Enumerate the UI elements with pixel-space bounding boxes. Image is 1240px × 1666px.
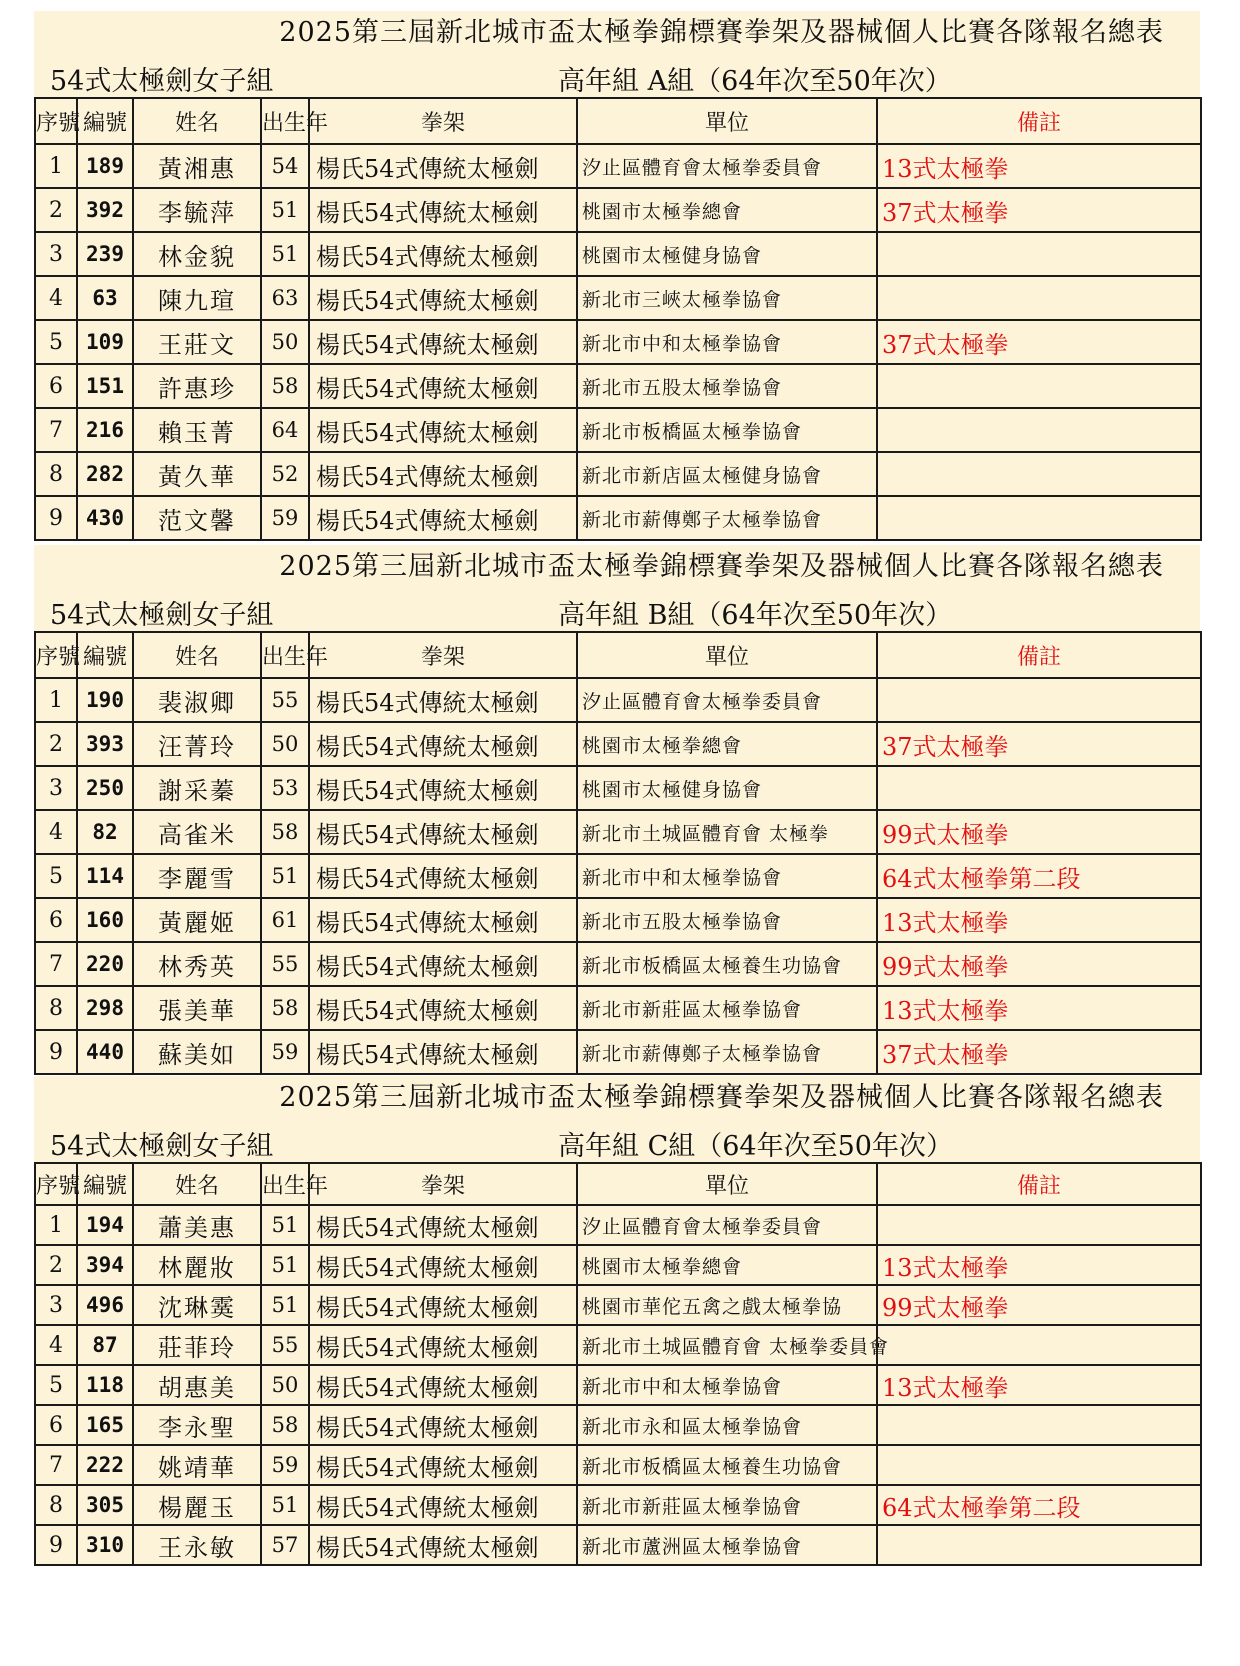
cell-unit: 新北市新莊區太極拳協會 bbox=[577, 986, 877, 1030]
cell-num: 392 bbox=[77, 188, 133, 232]
cell-name: 汪菁玲 bbox=[133, 722, 261, 766]
column-header-name: 姓名 bbox=[133, 98, 261, 144]
cell-unit: 新北市板橋區太極養生功協會 bbox=[577, 942, 877, 986]
table-row bbox=[35, 942, 1201, 986]
cell-unit: 新北市新店區太極健身協會 bbox=[577, 452, 877, 496]
cell-name: 謝采蓁 bbox=[133, 766, 261, 810]
roster-table bbox=[34, 1162, 1202, 1566]
table-row bbox=[35, 496, 1201, 540]
table-row bbox=[35, 810, 1201, 854]
cell-note: 37式太極拳 bbox=[877, 722, 1201, 766]
subtitle-row bbox=[34, 1120, 1200, 1162]
cell-seq: 8 bbox=[35, 452, 77, 496]
cell-seq: 7 bbox=[35, 408, 77, 452]
cell-unit: 新北市中和太極拳協會 bbox=[577, 1365, 877, 1405]
cell-name: 林秀英 bbox=[133, 942, 261, 986]
cell-style: 楊氏54式傳統太極劍 bbox=[309, 1485, 577, 1525]
cell-name: 陳九瑄 bbox=[133, 276, 261, 320]
cell-note: 13式太極拳 bbox=[877, 898, 1201, 942]
cell-birth: 54 bbox=[261, 144, 309, 188]
cell-num: 305 bbox=[77, 1485, 133, 1525]
cell-num: 114 bbox=[77, 854, 133, 898]
cell-num: 496 bbox=[77, 1285, 133, 1325]
column-header-style: 拳架 bbox=[309, 1163, 577, 1205]
cell-seq: 6 bbox=[35, 898, 77, 942]
cell-num: 189 bbox=[77, 144, 133, 188]
cell-unit: 新北市五股太極拳協會 bbox=[577, 364, 877, 408]
cell-note bbox=[877, 1445, 1201, 1485]
cell-seq: 6 bbox=[35, 364, 77, 408]
cell-seq: 7 bbox=[35, 1445, 77, 1485]
cell-seq: 5 bbox=[35, 854, 77, 898]
cell-birth: 64 bbox=[261, 408, 309, 452]
cell-style: 楊氏54式傳統太極劍 bbox=[309, 276, 577, 320]
cell-num: 440 bbox=[77, 1030, 133, 1074]
table-row bbox=[35, 408, 1201, 452]
cell-num: 393 bbox=[77, 722, 133, 766]
cell-style: 楊氏54式傳統太極劍 bbox=[309, 986, 577, 1030]
cell-num: 239 bbox=[77, 232, 133, 276]
cell-note bbox=[877, 1325, 1201, 1365]
cell-note: 13式太極拳 bbox=[877, 986, 1201, 1030]
cell-name: 黃麗姬 bbox=[133, 898, 261, 942]
cell-note bbox=[877, 452, 1201, 496]
cell-seq: 3 bbox=[35, 766, 77, 810]
cell-unit: 新北市板橋區太極拳協會 bbox=[577, 408, 877, 452]
section-header bbox=[34, 545, 1200, 631]
cell-num: 118 bbox=[77, 1365, 133, 1405]
cell-num: 109 bbox=[77, 320, 133, 364]
roster-section bbox=[34, 11, 1200, 541]
cell-seq: 2 bbox=[35, 1245, 77, 1285]
cell-birth: 55 bbox=[261, 678, 309, 722]
column-header-seq: 序號 bbox=[35, 632, 77, 678]
cell-birth: 50 bbox=[261, 1365, 309, 1405]
column-header-name: 姓名 bbox=[133, 1163, 261, 1205]
cell-note: 99式太極拳 bbox=[877, 1285, 1201, 1325]
cell-name: 李麗雪 bbox=[133, 854, 261, 898]
cell-seq: 8 bbox=[35, 986, 77, 1030]
cell-num: 160 bbox=[77, 898, 133, 942]
cell-style: 楊氏54式傳統太極劍 bbox=[309, 496, 577, 540]
cell-unit: 新北市新莊區太極拳協會 bbox=[577, 1485, 877, 1525]
cell-unit: 新北市中和太極拳協會 bbox=[577, 854, 877, 898]
cell-style: 楊氏54式傳統太極劍 bbox=[309, 766, 577, 810]
cell-num: 430 bbox=[77, 496, 133, 540]
cell-birth: 58 bbox=[261, 810, 309, 854]
cell-style: 楊氏54式傳統太極劍 bbox=[309, 1325, 577, 1365]
cell-unit: 桃園市太極拳總會 bbox=[577, 1245, 877, 1285]
cell-name: 沈琳霙 bbox=[133, 1285, 261, 1325]
cell-seq: 5 bbox=[35, 1365, 77, 1405]
cell-style: 楊氏54式傳統太極劍 bbox=[309, 1365, 577, 1405]
table-row bbox=[35, 1325, 1201, 1365]
cell-note bbox=[877, 276, 1201, 320]
column-header-unit: 單位 bbox=[577, 1163, 877, 1205]
cell-seq: 8 bbox=[35, 1485, 77, 1525]
cell-name: 林金貌 bbox=[133, 232, 261, 276]
cell-style: 楊氏54式傳統太極劍 bbox=[309, 1030, 577, 1074]
cell-seq: 4 bbox=[35, 276, 77, 320]
cell-seq: 1 bbox=[35, 1205, 77, 1245]
cell-num: 220 bbox=[77, 942, 133, 986]
cell-name: 李毓萍 bbox=[133, 188, 261, 232]
cell-name: 胡惠美 bbox=[133, 1365, 261, 1405]
table-row bbox=[35, 1245, 1201, 1285]
cell-style: 楊氏54式傳統太極劍 bbox=[309, 320, 577, 364]
cell-birth: 58 bbox=[261, 986, 309, 1030]
cell-note: 13式太極拳 bbox=[877, 1245, 1201, 1285]
cell-style: 楊氏54式傳統太極劍 bbox=[309, 1205, 577, 1245]
cell-seq: 4 bbox=[35, 1325, 77, 1365]
cell-seq: 9 bbox=[35, 1525, 77, 1565]
table-row bbox=[35, 1365, 1201, 1405]
column-header-name: 姓名 bbox=[133, 632, 261, 678]
cell-style: 楊氏54式傳統太極劍 bbox=[309, 1285, 577, 1325]
cell-name: 林麗妝 bbox=[133, 1245, 261, 1285]
column-header-seq: 序號 bbox=[35, 98, 77, 144]
roster-section bbox=[34, 545, 1200, 1075]
cell-style: 楊氏54式傳統太極劍 bbox=[309, 1445, 577, 1485]
cell-num: 310 bbox=[77, 1525, 133, 1565]
cell-style: 楊氏54式傳統太極劍 bbox=[309, 364, 577, 408]
event-category: 54式太極劍女子組 bbox=[50, 66, 274, 97]
cell-num: 190 bbox=[77, 678, 133, 722]
cell-note bbox=[877, 1205, 1201, 1245]
cell-seq: 1 bbox=[35, 678, 77, 722]
document-title: 2025第三屆新北城市盃太極拳錦標賽拳架及器械個人比賽各隊報名總表 bbox=[279, 17, 1164, 48]
cell-name: 王永敏 bbox=[133, 1525, 261, 1565]
cell-note bbox=[877, 1405, 1201, 1445]
section-header bbox=[34, 1076, 1200, 1162]
column-header-style: 拳架 bbox=[309, 98, 577, 144]
cell-num: 63 bbox=[77, 276, 133, 320]
cell-style: 楊氏54式傳統太極劍 bbox=[309, 854, 577, 898]
cell-birth: 53 bbox=[261, 766, 309, 810]
cell-birth: 58 bbox=[261, 1405, 309, 1445]
event-category: 54式太極劍女子組 bbox=[50, 600, 274, 631]
cell-seq: 5 bbox=[35, 320, 77, 364]
cell-name: 王莊文 bbox=[133, 320, 261, 364]
table-row bbox=[35, 678, 1201, 722]
cell-style: 楊氏54式傳統太極劍 bbox=[309, 188, 577, 232]
cell-style: 楊氏54式傳統太極劍 bbox=[309, 408, 577, 452]
column-header-unit: 單位 bbox=[577, 98, 877, 144]
cell-birth: 63 bbox=[261, 276, 309, 320]
cell-seq: 2 bbox=[35, 722, 77, 766]
cell-note bbox=[877, 1525, 1201, 1565]
cell-style: 楊氏54式傳統太極劍 bbox=[309, 1245, 577, 1285]
column-header-birth: 出生年 bbox=[261, 632, 309, 678]
column-header-unit: 單位 bbox=[577, 632, 877, 678]
cell-seq: 6 bbox=[35, 1405, 77, 1445]
subtitle-row bbox=[34, 589, 1200, 631]
cell-note bbox=[877, 678, 1201, 722]
cell-num: 151 bbox=[77, 364, 133, 408]
cell-name: 蕭美惠 bbox=[133, 1205, 261, 1245]
cell-birth: 55 bbox=[261, 942, 309, 986]
cell-style: 楊氏54式傳統太極劍 bbox=[309, 678, 577, 722]
cell-note bbox=[877, 408, 1201, 452]
table-header-row bbox=[35, 632, 1201, 678]
cell-name: 裴淑卿 bbox=[133, 678, 261, 722]
table-row bbox=[35, 1525, 1201, 1565]
cell-birth: 51 bbox=[261, 188, 309, 232]
cell-birth: 58 bbox=[261, 364, 309, 408]
cell-seq: 9 bbox=[35, 496, 77, 540]
cell-birth: 51 bbox=[261, 1245, 309, 1285]
roster-section bbox=[34, 1076, 1200, 1566]
cell-birth: 51 bbox=[261, 1205, 309, 1245]
table-row bbox=[35, 986, 1201, 1030]
column-header-remark: 備註 bbox=[877, 1163, 1201, 1205]
cell-note: 99式太極拳 bbox=[877, 942, 1201, 986]
column-header-seq: 序號 bbox=[35, 1163, 77, 1205]
cell-num: 282 bbox=[77, 452, 133, 496]
cell-note: 13式太極拳 bbox=[877, 1365, 1201, 1405]
table-row bbox=[35, 1405, 1201, 1445]
table-row bbox=[35, 766, 1201, 810]
cell-unit: 新北市三峽太極拳協會 bbox=[577, 276, 877, 320]
column-header-num: 編號 bbox=[77, 1163, 133, 1205]
table-row bbox=[35, 1285, 1201, 1325]
cell-name: 黃湘惠 bbox=[133, 144, 261, 188]
cell-seq: 3 bbox=[35, 1285, 77, 1325]
cell-birth: 51 bbox=[261, 1285, 309, 1325]
cell-num: 394 bbox=[77, 1245, 133, 1285]
cell-birth: 50 bbox=[261, 722, 309, 766]
cell-name: 高雀米 bbox=[133, 810, 261, 854]
cell-seq: 9 bbox=[35, 1030, 77, 1074]
table-row bbox=[35, 364, 1201, 408]
cell-name: 莊菲玲 bbox=[133, 1325, 261, 1365]
table-row bbox=[35, 1030, 1201, 1074]
age-group: 高年組 A組（64年次至50年次） bbox=[558, 66, 952, 97]
cell-note: 64式太極拳第二段 bbox=[877, 854, 1201, 898]
cell-birth: 51 bbox=[261, 232, 309, 276]
cell-seq: 4 bbox=[35, 810, 77, 854]
cell-birth: 61 bbox=[261, 898, 309, 942]
cell-birth: 50 bbox=[261, 320, 309, 364]
table-header-row bbox=[35, 1163, 1201, 1205]
age-group: 高年組 C組（64年次至50年次） bbox=[558, 1131, 953, 1162]
table-row bbox=[35, 144, 1201, 188]
cell-note bbox=[877, 232, 1201, 276]
cell-num: 82 bbox=[77, 810, 133, 854]
roster-table bbox=[34, 631, 1202, 1075]
cell-name: 范文馨 bbox=[133, 496, 261, 540]
cell-unit: 新北市蘆洲區太極拳協會 bbox=[577, 1525, 877, 1565]
table-row bbox=[35, 452, 1201, 496]
cell-num: 165 bbox=[77, 1405, 133, 1445]
event-category: 54式太極劍女子組 bbox=[50, 1131, 274, 1162]
table-row bbox=[35, 1205, 1201, 1245]
column-header-remark: 備註 bbox=[877, 632, 1201, 678]
cell-unit: 桃園市太極拳總會 bbox=[577, 722, 877, 766]
cell-birth: 59 bbox=[261, 1445, 309, 1485]
cell-unit: 新北市永和區太極拳協會 bbox=[577, 1405, 877, 1445]
cell-note bbox=[877, 496, 1201, 540]
cell-num: 298 bbox=[77, 986, 133, 1030]
cell-seq: 3 bbox=[35, 232, 77, 276]
subtitle-row bbox=[34, 55, 1200, 97]
cell-note bbox=[877, 364, 1201, 408]
cell-unit: 新北市中和太極拳協會 bbox=[577, 320, 877, 364]
cell-seq: 7 bbox=[35, 942, 77, 986]
cell-note: 99式太極拳 bbox=[877, 810, 1201, 854]
cell-name: 楊麗玉 bbox=[133, 1485, 261, 1525]
cell-num: 194 bbox=[77, 1205, 133, 1245]
cell-num: 222 bbox=[77, 1445, 133, 1485]
table-header-row bbox=[35, 98, 1201, 144]
cell-name: 蘇美如 bbox=[133, 1030, 261, 1074]
cell-name: 李永聖 bbox=[133, 1405, 261, 1445]
document-title: 2025第三屆新北城市盃太極拳錦標賽拳架及器械個人比賽各隊報名總表 bbox=[279, 551, 1164, 582]
cell-birth: 51 bbox=[261, 1485, 309, 1525]
cell-name: 張美華 bbox=[133, 986, 261, 1030]
table-row bbox=[35, 320, 1201, 364]
cell-note: 37式太極拳 bbox=[877, 1030, 1201, 1074]
age-group: 高年組 B組（64年次至50年次） bbox=[558, 600, 953, 631]
cell-unit: 汐止區體育會太極拳委員會 bbox=[577, 1205, 877, 1245]
column-header-style: 拳架 bbox=[309, 632, 577, 678]
cell-style: 楊氏54式傳統太極劍 bbox=[309, 452, 577, 496]
cell-style: 楊氏54式傳統太極劍 bbox=[309, 1525, 577, 1565]
table-row bbox=[35, 232, 1201, 276]
column-header-num: 編號 bbox=[77, 98, 133, 144]
cell-birth: 52 bbox=[261, 452, 309, 496]
section-header bbox=[34, 11, 1200, 97]
cell-style: 楊氏54式傳統太極劍 bbox=[309, 942, 577, 986]
cell-name: 許惠珍 bbox=[133, 364, 261, 408]
cell-seq: 2 bbox=[35, 188, 77, 232]
cell-birth: 51 bbox=[261, 854, 309, 898]
document-title: 2025第三屆新北城市盃太極拳錦標賽拳架及器械個人比賽各隊報名總表 bbox=[279, 1082, 1164, 1113]
cell-unit: 新北市土城區體育會 太極拳委員會 bbox=[577, 1325, 877, 1365]
cell-style: 楊氏54式傳統太極劍 bbox=[309, 810, 577, 854]
cell-style: 楊氏54式傳統太極劍 bbox=[309, 722, 577, 766]
cell-birth: 59 bbox=[261, 1030, 309, 1074]
cell-name: 賴玉菁 bbox=[133, 408, 261, 452]
cell-style: 楊氏54式傳統太極劍 bbox=[309, 232, 577, 276]
cell-unit: 桃園市華佗五禽之戲太極拳協 bbox=[577, 1285, 877, 1325]
cell-unit: 桃園市太極拳總會 bbox=[577, 188, 877, 232]
cell-unit: 新北市薪傳鄭子太極拳協會 bbox=[577, 496, 877, 540]
cell-note: 37式太極拳 bbox=[877, 320, 1201, 364]
table-row bbox=[35, 276, 1201, 320]
cell-name: 姚靖華 bbox=[133, 1445, 261, 1485]
table-row bbox=[35, 898, 1201, 942]
column-header-birth: 出生年 bbox=[261, 98, 309, 144]
cell-note bbox=[877, 766, 1201, 810]
column-header-num: 編號 bbox=[77, 632, 133, 678]
cell-birth: 57 bbox=[261, 1525, 309, 1565]
table-row bbox=[35, 854, 1201, 898]
cell-style: 楊氏54式傳統太極劍 bbox=[309, 144, 577, 188]
cell-unit: 新北市板橋區太極養生功協會 bbox=[577, 1445, 877, 1485]
cell-birth: 59 bbox=[261, 496, 309, 540]
cell-unit: 新北市薪傳鄭子太極拳協會 bbox=[577, 1030, 877, 1074]
cell-birth: 55 bbox=[261, 1325, 309, 1365]
table-row bbox=[35, 722, 1201, 766]
cell-num: 216 bbox=[77, 408, 133, 452]
cell-unit: 桃園市太極健身協會 bbox=[577, 232, 877, 276]
cell-style: 楊氏54式傳統太極劍 bbox=[309, 898, 577, 942]
cell-unit: 桃園市太極健身協會 bbox=[577, 766, 877, 810]
table-row bbox=[35, 188, 1201, 232]
column-header-remark: 備註 bbox=[877, 98, 1201, 144]
cell-style: 楊氏54式傳統太極劍 bbox=[309, 1405, 577, 1445]
cell-name: 黃久華 bbox=[133, 452, 261, 496]
cell-note: 64式太極拳第二段 bbox=[877, 1485, 1201, 1525]
roster-table bbox=[34, 97, 1202, 541]
cell-note: 37式太極拳 bbox=[877, 188, 1201, 232]
cell-seq: 1 bbox=[35, 144, 77, 188]
cell-unit: 新北市土城區體育會 太極拳 bbox=[577, 810, 877, 854]
cell-unit: 汐止區體育會太極拳委員會 bbox=[577, 678, 877, 722]
cell-unit: 新北市五股太極拳協會 bbox=[577, 898, 877, 942]
cell-note: 13式太極拳 bbox=[877, 144, 1201, 188]
table-row bbox=[35, 1445, 1201, 1485]
cell-unit: 汐止區體育會太極拳委員會 bbox=[577, 144, 877, 188]
cell-num: 250 bbox=[77, 766, 133, 810]
cell-num: 87 bbox=[77, 1325, 133, 1365]
column-header-birth: 出生年 bbox=[261, 1163, 309, 1205]
table-row bbox=[35, 1485, 1201, 1525]
